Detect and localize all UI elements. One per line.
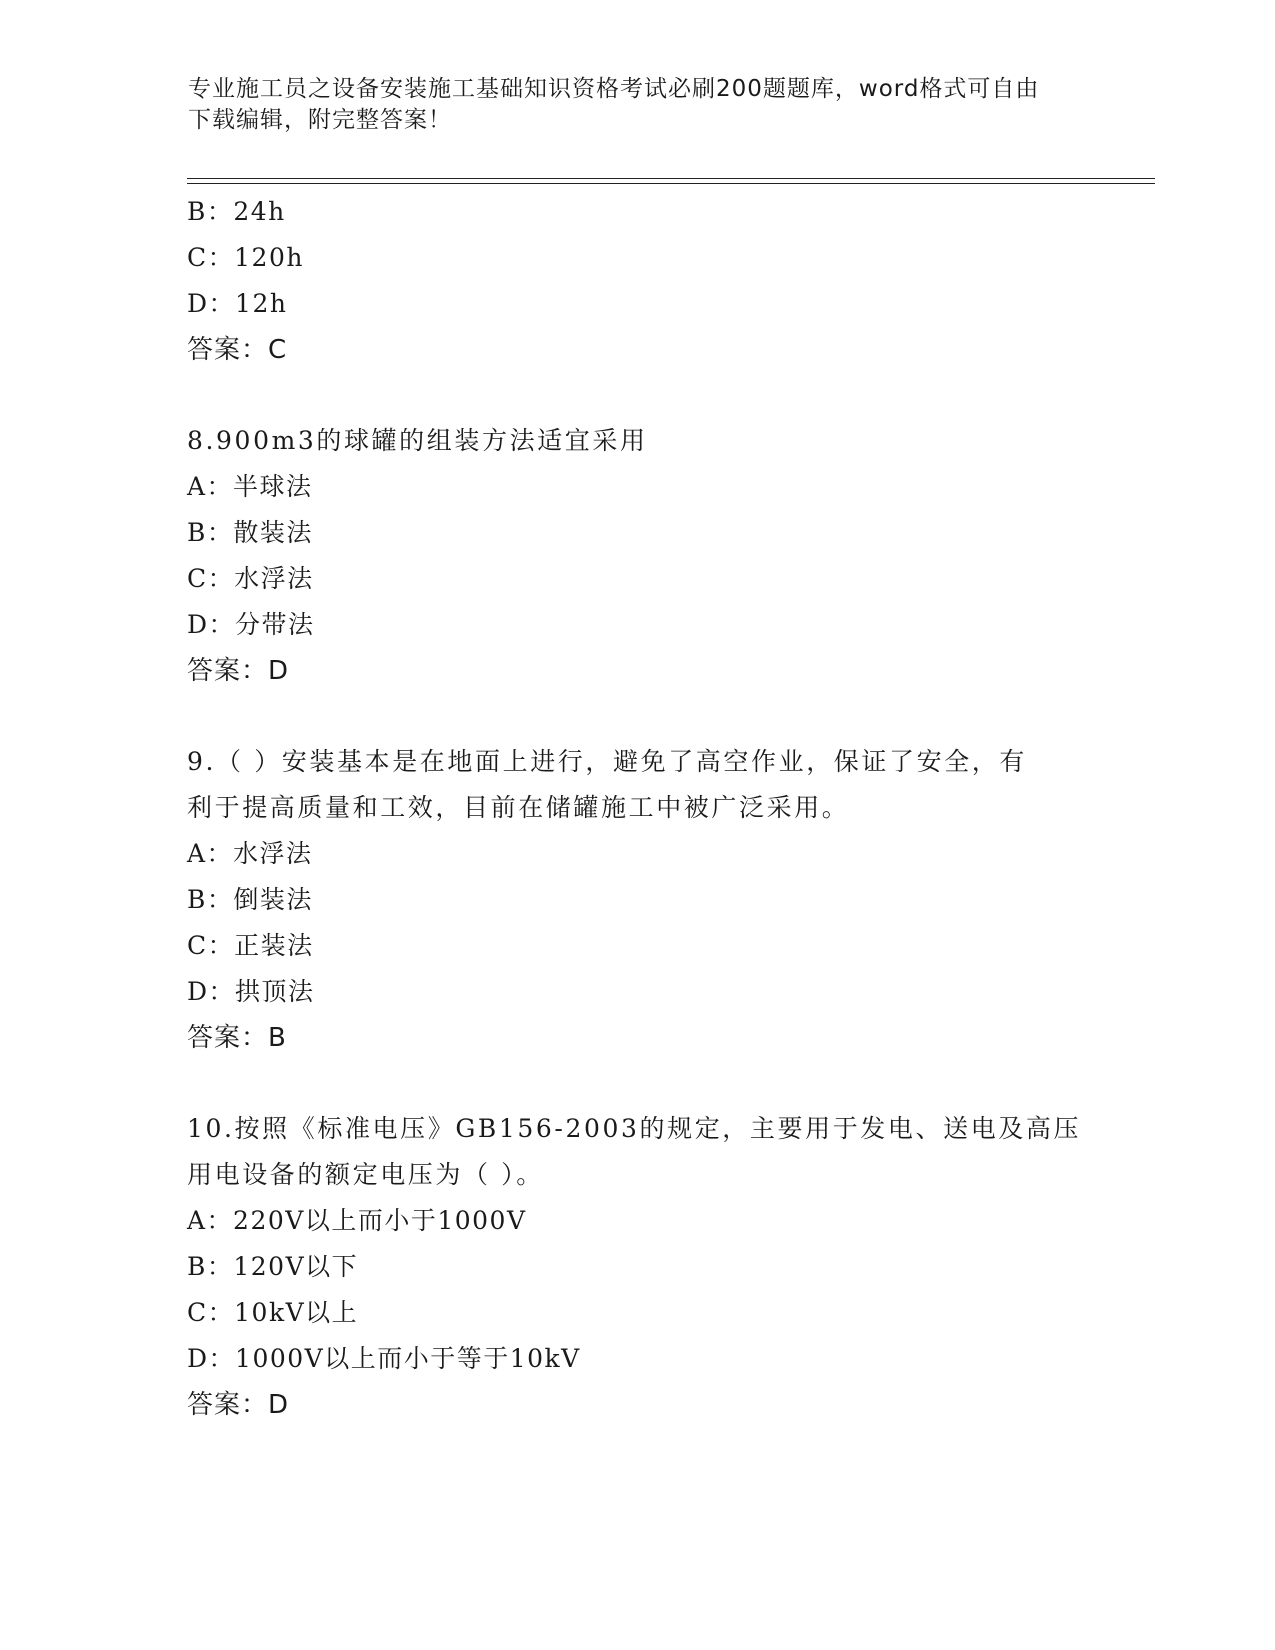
document-header (188, 74, 1078, 136)
option-c: C：120h (187, 243, 304, 272)
option-a: A：半球法 (187, 472, 313, 501)
question-9 (187, 739, 1087, 1061)
option-c: C：水浮法 (187, 564, 314, 593)
option-b: B：散装法 (187, 518, 313, 547)
answer: 答案：C (187, 335, 288, 365)
option-b: B：120V以下 (187, 1252, 359, 1281)
question-8 (187, 418, 1087, 694)
spacer (187, 373, 1087, 418)
answer: 答案：D (187, 656, 290, 686)
option-d: D：分带法 (187, 610, 315, 639)
question-list (187, 189, 1087, 1428)
option-d: D：拱顶法 (187, 977, 315, 1006)
question-10 (187, 1106, 1087, 1428)
question-text: 8.900m3的球罐的组装方法适宜采用 (187, 426, 648, 455)
option-b: B：24h (187, 197, 286, 226)
option-d: D：12h (187, 289, 288, 318)
option-a: A：220V以上而小于1000V (187, 1206, 527, 1235)
header-rule-bottom (187, 183, 1155, 184)
option-a: A：水浮法 (187, 839, 313, 868)
question-7 (187, 189, 1087, 373)
answer: 答案：D (187, 1390, 290, 1420)
header-line-1: 专业施工员之设备安装施工基础知识资格考试必刷200题题库，word格式可自由 (188, 76, 1040, 102)
question-text-line-1: 9.（ ）安装基本是在地面上进行，避免了高空作业，保证了安全，有 (187, 747, 1028, 776)
spacer (187, 694, 1087, 739)
question-text-line-2: 利于提高质量和工效，目前在储罐施工中被广泛采用。 (187, 793, 850, 822)
spacer (187, 1061, 1087, 1106)
option-d: D：1000V以上而小于等于10kV (187, 1344, 581, 1373)
question-text-line-2: 用电设备的额定电压为（ ）。 (187, 1160, 544, 1189)
option-c: C：正装法 (187, 931, 314, 960)
header-rule-top (187, 178, 1155, 179)
header-line-2: 下载编辑，附完整答案！ (188, 107, 452, 133)
option-b: B：倒装法 (187, 885, 313, 914)
answer: 答案：B (187, 1023, 287, 1053)
question-text-line-1: 10.按照《标准电压》GB156-2003的规定，主要用于发电、送电及高压 (187, 1114, 1082, 1143)
option-c: C：10kV以上 (187, 1298, 359, 1327)
